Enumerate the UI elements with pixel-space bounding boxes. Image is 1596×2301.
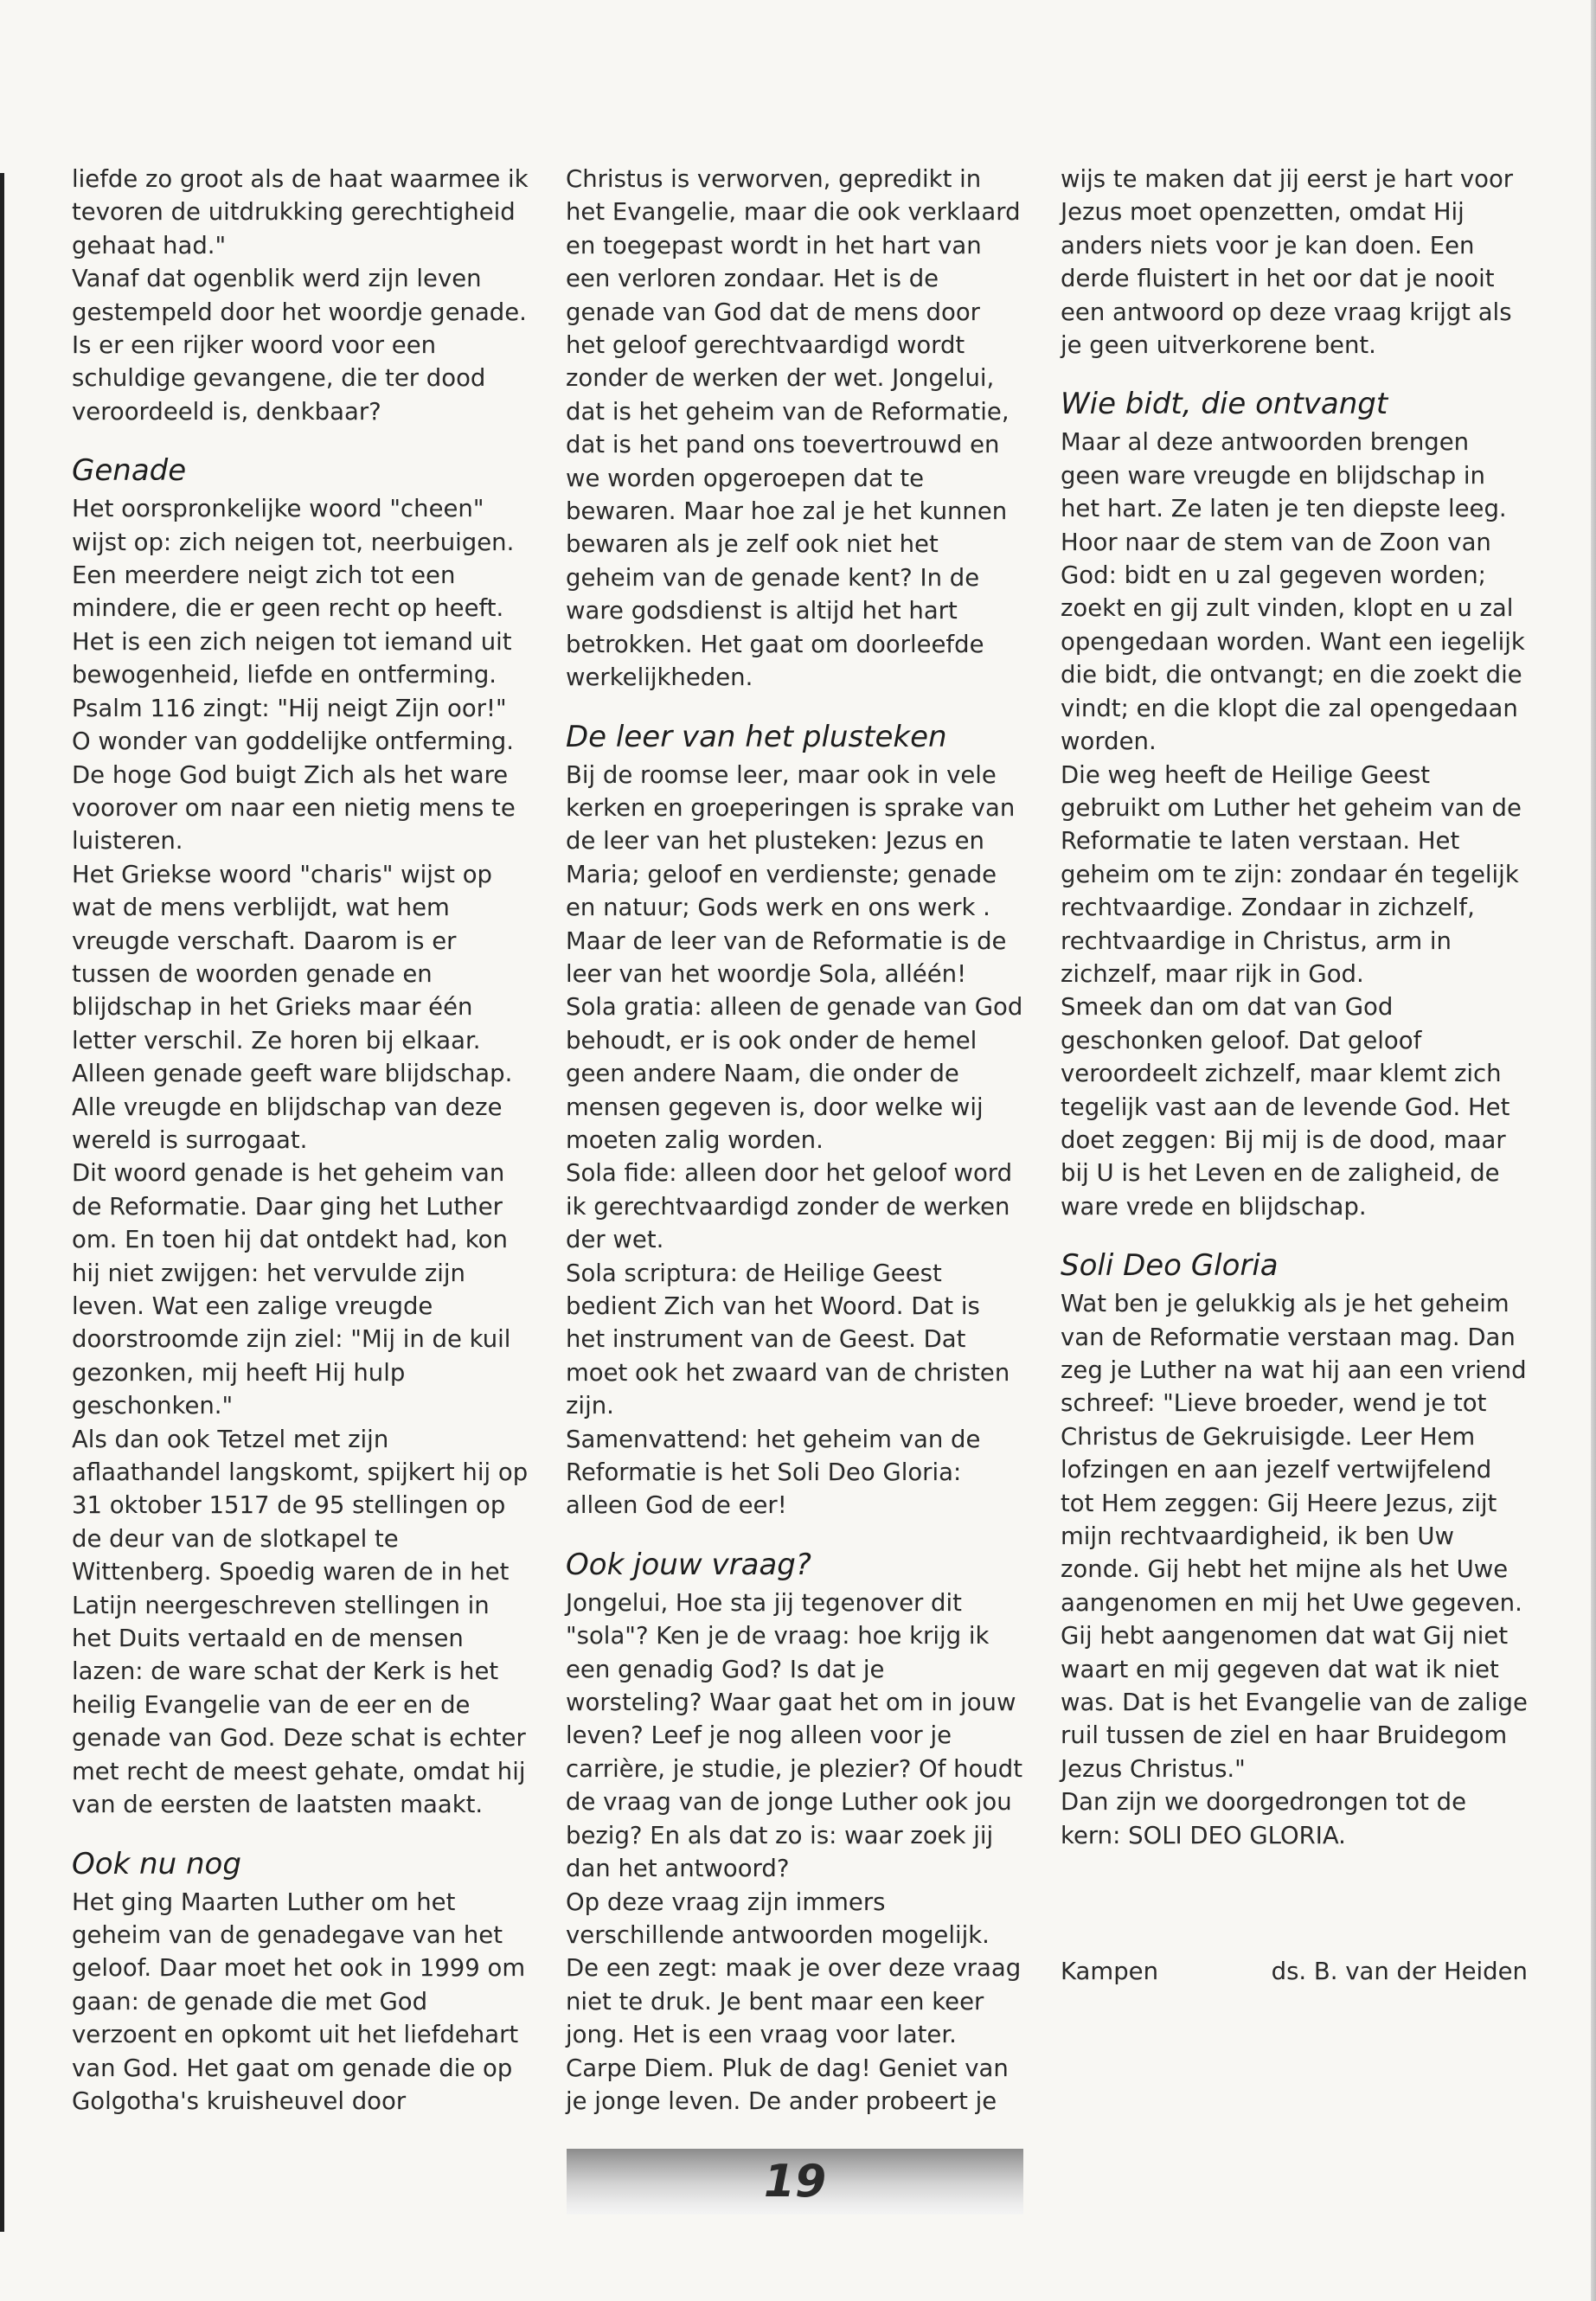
paragraph: Smeek dan om dat van God geschonken geloof. Dat geloof veroordeelt zichzelf, maar klemt zich tegelijk vast aan de levende God. Het doet zeggen: Bij mij is de dood, maar bij U is het Leven en de zaligheid, de ware vrede en blijdschap. xyxy=(1061,993,1510,1221)
paragraph: Samenvattend: het geheim van de Reformatie is het Soli Deo Gloria: alleen God de eer! xyxy=(566,1425,981,1520)
paragraph: Het oorspronkelijke woord "cheen" wijst op: zich neigen tot, neerbuigen. Een meerdere neigt zich tot een mindere, die er geen recht op heeft. Het is een zich neigen tot iemand uit bewogenheid, liefde en ontferming. Psalm 116 zingt: "Hij neigt Zijn oor!" O wonder van goddelijke ontferming. De hoge God buigt Zich als het ware voorover om naar een nietig mens te luisteren. xyxy=(72,495,516,856)
paragraph: Sola fide: alleen door het geloof word ik gerechtvaardigd zonder de werken der wet. xyxy=(566,1159,1013,1254)
article-column-2 xyxy=(566,163,1026,2118)
paragraph: Sola gratia: alleen de genade van God behoudt, er is ook onder de hemel geen andere Naam, die onder de mensen gegeven is, door welke wij moeten zalig worden. xyxy=(566,993,1023,1154)
article-column-1 xyxy=(72,163,530,2118)
paragraph: Wat ben je gelukkig als je het geheim van de Reformatie verstaan mag. Dan zeg je Luther na wat hij aan een vriend schreef: "Lieve broeder, wend je tot Christus de Gekruisigde. Leer Hem lofzingen en aan jezelf vertwijfelend tot Hem zeggen: Gij Heere Jezus, zijt mijn rechtvaardigheid, ik ben Uw zonde. Gij hebt het mijne als het Uwe aangenomen en mij het Uwe gegeven. Gij hebt aangenomen dat wat Gij niet waart en mij gegeven dat wat ik niet was. Dat is het Evangelie van de zalige ruil tussen de ziel en haar Bruidegom Jezus Christus." xyxy=(1061,1290,1528,1783)
paragraph: Dit woord genade is het geheim van de Reformatie. Daar ging het Luther om. En toen hij dat ontdekt had, kon hij niet zwijgen: het vervulde zijn leven. Wat een zalige vreugde doorstroomde zijn ziel: "Mij in de kuil gezonken, mij heeft Hij hulp geschonken." xyxy=(72,1159,511,1420)
paragraph: Dan zijn we doorgedrongen tot de kern: SOLI DEO GLORIA. xyxy=(1061,1788,1467,1849)
paragraph: Het ging Maarten Luther om het geheim van de genadegave van het geloof. Daar moet het ook in 1999 om gaan: de genade die met God verzoent en opkomt uit het liefdehart van God. Het gaat om genade die op Golgotha's kruisheuvel door xyxy=(72,1888,526,2115)
section-heading-soli-deo-gloria: Soli Deo Gloria xyxy=(1061,1248,1279,1284)
paragraph: Die weg heeft de Heilige Geest gebruikt om Luther het geheim van de Reformatie te laten verstaan. Het geheim om te zijn: zondaar én tegelijk rechtvaardige. Zondaar in zichzelf, rechtvaardige in Christus, arm in zichzelf, maar rijk in God. xyxy=(1061,760,1522,988)
paragraph: Bij de roomse leer, maar ook in vele kerken en groeperingen is sprake van de leer van het plusteken: Jezus en Maria; geloof en verdienste; genade en natuur; Gods werk en ons werk . Maar de leer van de Reformatie is de leer van het woordje Sola, alléén! xyxy=(566,760,1016,988)
paragraph: Het Griekse woord "charis" wijst op wat de mens verblijdt, wat hem vreugde verschaft. Daarom is er tussen de woorden genade en blijdschap in het Grieks maar één letter verschil. Ze horen bij elkaar. Alleen genade geeft ware blijdschap. Alle vreugde en blijdschap van deze wereld is surrogaat. xyxy=(72,860,513,1154)
section-heading-plusteken: De leer van het plusteken xyxy=(566,719,947,754)
scan-edge-right xyxy=(1591,0,1596,2301)
scan-edge-left xyxy=(0,173,4,2232)
signature-place: Kampen xyxy=(1061,1958,1158,1985)
section-heading-wie-bidt: Wie bidt, die ontvangt xyxy=(1061,387,1388,422)
paragraph: Maar al deze antwoorden brengen geen ware vreugde en blijdschap in het hart. Ze laten je ten diepste leeg. Hoor naar de stem van de Zoon van God: bidt en u zal gegeven worden; zoekt en gij zult vinden, klopt en u zal opengedaan worden. Want een iegelijk die bidt, die ontvangt; en die zoekt die vindt; en die klopt die zal opengedaan worden. xyxy=(1061,428,1525,756)
signature-author: ds. B. van der Heiden xyxy=(1271,1958,1528,1985)
section-heading-ook-jouw-vraag: Ook jouw vraag? xyxy=(566,1547,811,1582)
page-number: 19 xyxy=(763,2156,827,2208)
section-heading-ook-nu-nog: Ook nu nog xyxy=(72,1846,241,1881)
paragraph: Sola scriptura: de Heilige Geest bedient Zich van het Woord. Dat is het instrument van de Geest. Dat moet ook het zwaard van de christen zijn. xyxy=(566,1259,1010,1420)
paragraph: Vanaf dat ogenblik werd zijn leven gestempeld door het woordje genade. Is er een rijker woord voor een schuldige gevangene, die ter dood veroordeeld is, denkbaar? xyxy=(72,265,527,426)
paragraph: Op deze vraag zijn immers verschillende antwoorden mogelijk. De een zegt: maak je over deze vraag niet te druk. Je bent maar een keer jong. Het is een vraag voor later. Carpe Diem. Pluk de dag! Geniet van je jonge leven. De ander probeert je xyxy=(566,1888,1022,2115)
page-number-bar xyxy=(567,2149,1023,2214)
article-column-3 xyxy=(1061,163,1528,1852)
paragraph: Christus is verworven, gepredikt in het Evangelie, maar die ook verklaard en toegepast wordt in het hart van een verloren zondaar. Het is de genade van God dat de mens door het geloof gerechtvaardigd wordt zonder de werken der wet. Jongelui, dat is het geheim van de Reformatie, dat is het pand ons toevertrouwd en we worden opgeroepen dat te bewaren. Maar hoe zal je het kunnen bewaren als je zelf ook niet het geheim van de genade kent? In de ware godsdienst is altijd het hart betrokken. Het gaat om doorleefde werkelijkheden. xyxy=(566,165,1021,692)
paragraph: Jongelui, Hoe sta jij tegenover dit "sola"? Ken je de vraag: hoe krijg ik een genadig God? Is dat je worsteling? Waar gaat het om in jouw leven? Leef je nog alleen voor je carrière, je studie, je plezier? Of houdt de vraag van de jonge Luther ook jou bezig? En als dat zo is: waar zoek jij dan het antwoord? xyxy=(566,1588,1023,1883)
paragraph: wijs te maken dat jij eerst je hart voor Jezus moet openzetten, omdat Hij anders niets voor je kan doen. Een derde fluistert in het oor dat je nooit een antwoord op deze vraag krijgt als je geen uitverkorene bent. xyxy=(1061,165,1514,360)
section-heading-genade: Genade xyxy=(72,453,187,489)
paragraph: Als dan ook Tetzel met zijn aflaathandel langskomt, spijkert hij op 31 oktober 1517 de 95 stellingen op de deur van de slotkapel te Wittenberg. Spoedig waren de in het Latijn neergeschreven stellingen in het Duits vertaald en de mensen lazen: de ware schat der Kerk is het heilig Evangelie van de eer en de genade van God. Deze schat is echter met recht de meest gehate, omdat hij van de eersten de laatsten maakt. xyxy=(72,1425,529,1819)
paragraph: liefde zo groot als de haat waarmee ik tevoren de uitdrukking gerechtigheid gehaat had." xyxy=(72,165,529,260)
